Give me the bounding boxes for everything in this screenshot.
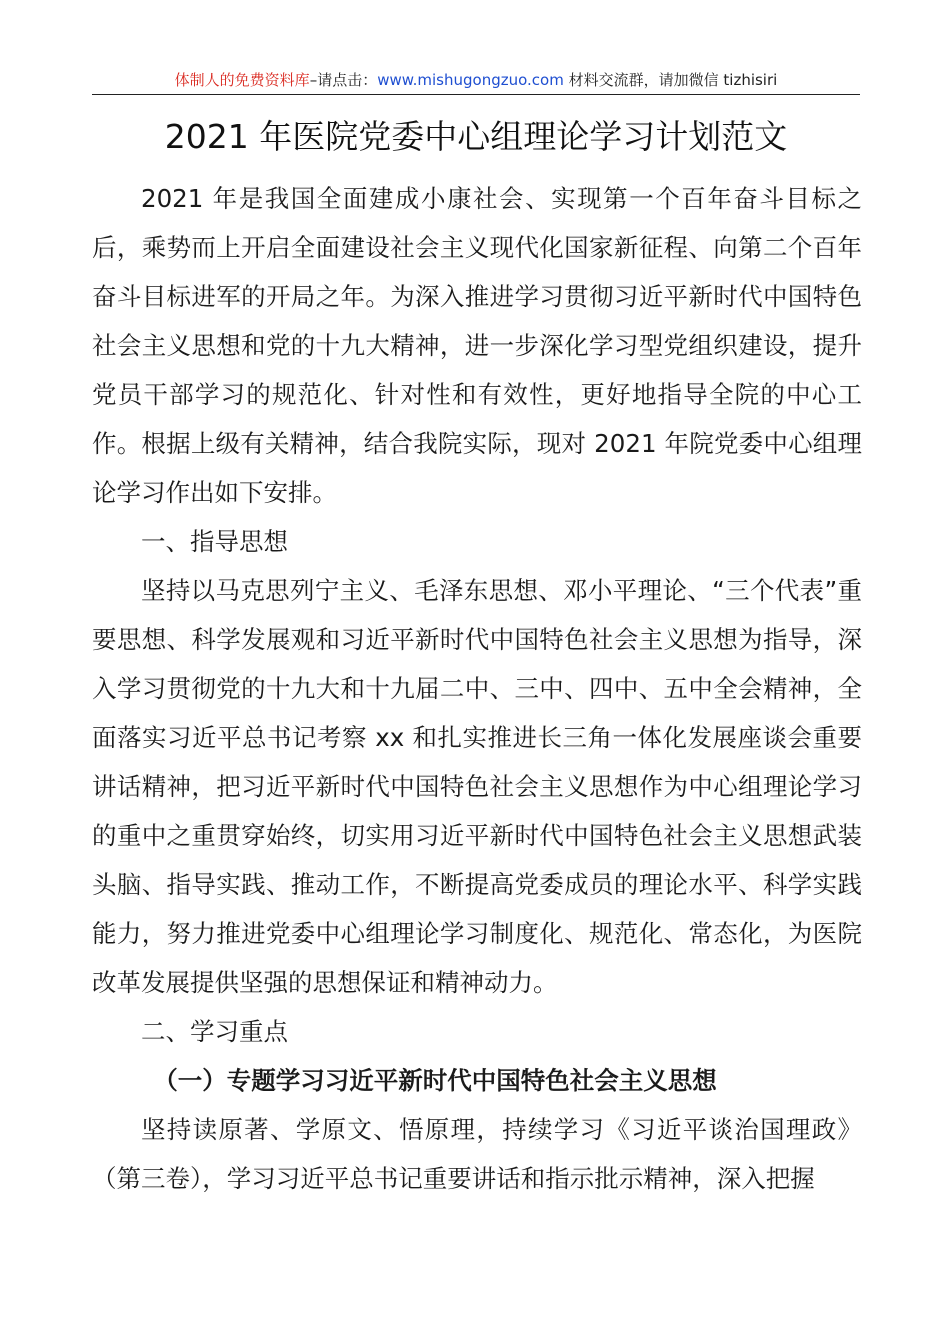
header-prompt: –请点击： (309, 71, 378, 89)
header-note: 材料交流群，请加微信 tizhisiri (568, 71, 778, 89)
document-title: 2021 年医院党委中心组理论学习计划范文 (164, 117, 788, 156)
page-header (92, 66, 860, 95)
thought-study-paragraph: 坚持读原著、学原文、悟原理，持续学习《习近平谈治国理政》（第三卷），学习习近平总书记重要讲话和指示批示精神，深入把握 (92, 1115, 862, 1193)
section-heading-guiding-thought: 一、指导思想 (141, 527, 288, 556)
guiding-thought-paragraph: 坚持以马克思列宁主义、毛泽东思想、邓小平理论、“三个代表”重要思想、科学发展观和习近平新时代中国特色社会主义思想为指导，深入学习贯彻党的十九大和十九届二中、三中、四中、五中全会精神，全面落实习近平总书记考察 xx 和扎实推进长三角一体化发展座谈会重要讲话精神，把习近平新时代中国特色社会主义思想作为中心组理论学习的重中之重贯穿始终，切实用习近平新时代中国特色社会主义思想武装头脑、指导实践、推动工作，不断提高党委成员的理论水平、科学实践能力，努力推进党委中心组理论学习制度化、规范化、常态化，为医院改革发展提供坚强的思想保证和精神动力。 (92, 576, 862, 997)
header-link[interactable]: www.mishugongzuo.com (377, 71, 564, 89)
section-heading-study-focus: 二、学习重点 (141, 1017, 288, 1046)
subsection-heading-thought-study: （一）专题学习习近平新时代中国特色社会主义思想 (153, 1066, 717, 1095)
intro-paragraph: 2021 年是我国全面建成小康社会、实现第一个百年奋斗目标之后，乘势而上开启全面建设社会主义现代化国家新征程、向第二个百年奋斗目标进军的开局之年。为深入推进学习贯彻习近平新时代中国特色社会主义思想和党的十九大精神，进一步深化学习型党组织建设，提升党员干部学习的规范化、针对性和有效性，更好地指导全院的中心工作。根据上级有关精神，结合我院实际，现对 2021 年院党委中心组理论学习作出如下安排。 (92, 184, 862, 507)
header-brand: 体制人的免费资料库 (174, 71, 310, 89)
document-body (92, 174, 862, 1203)
